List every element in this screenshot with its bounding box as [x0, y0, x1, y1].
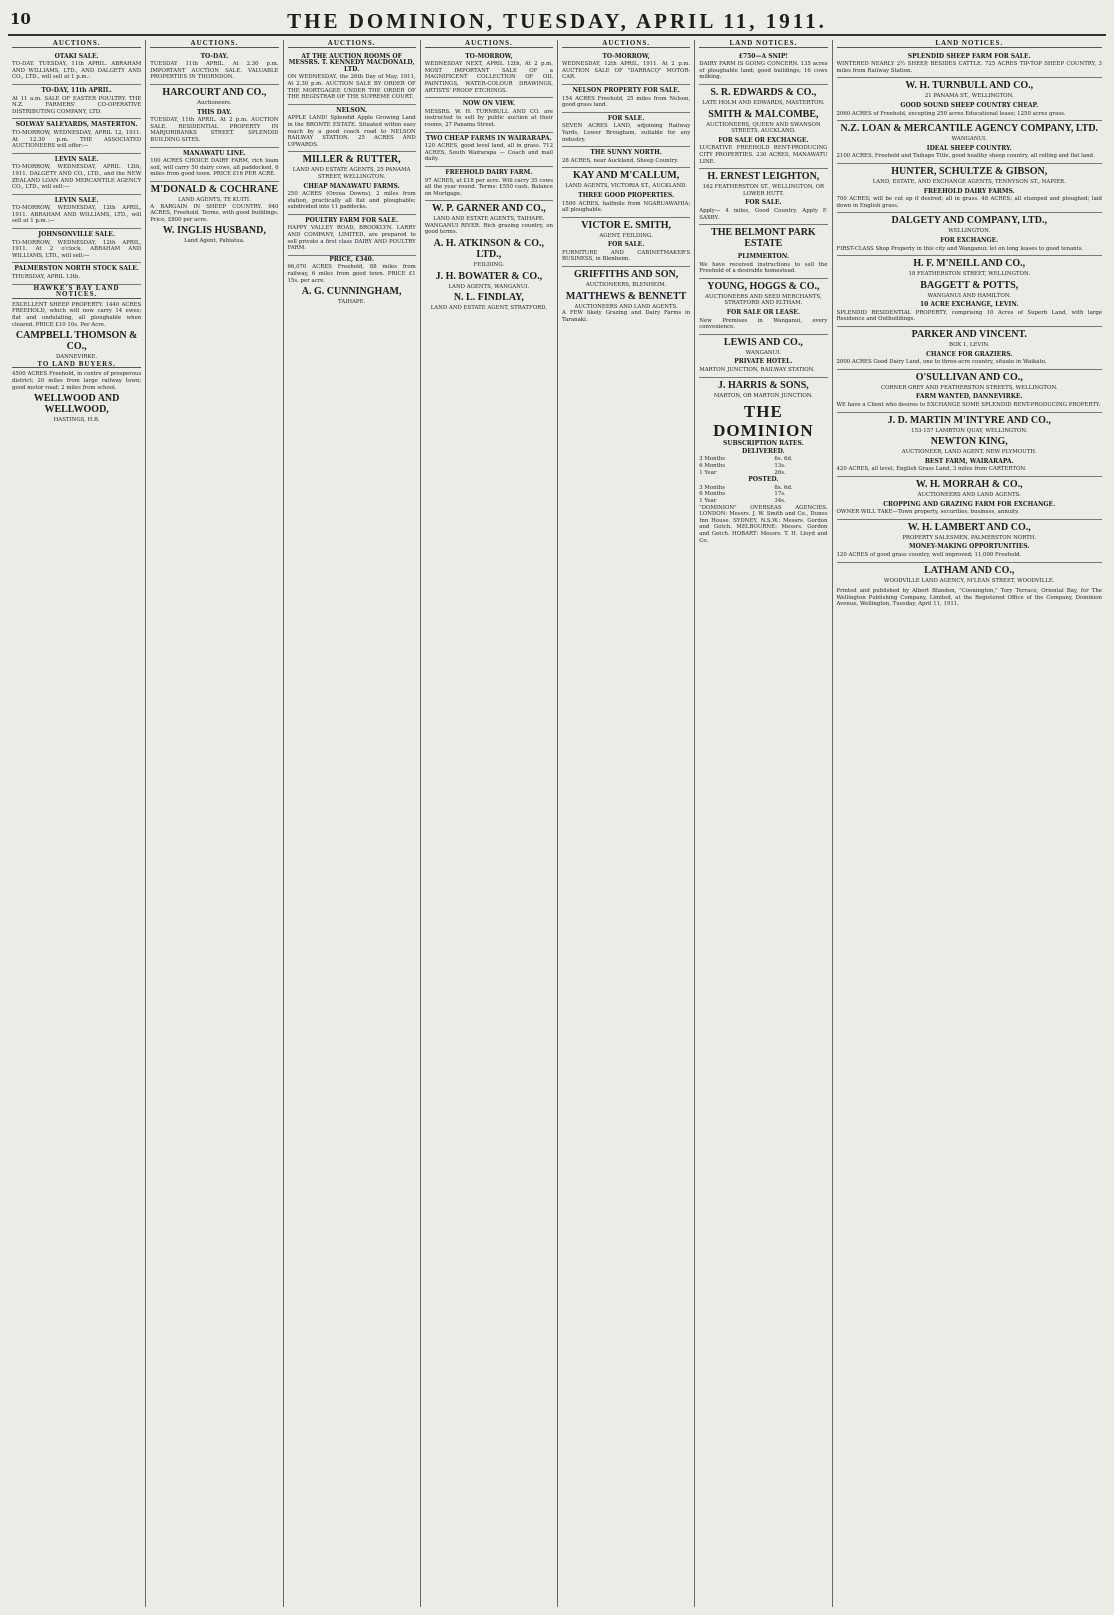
column-header: AUCTIONS. — [562, 40, 690, 48]
land-notice: EXCELLENT SHEEP PROPERTY. 1440 ACRES FREEHOLD, which will now carry 14 ewes; flat and undulating, all ploughable when cleared. PRICE £10 10s. Per Acre. — [12, 301, 142, 328]
agent-address: DANNEVIRKE. — [55, 354, 98, 361]
land-ad-body: 2100 ACRES, Freehold and Taihape Title, good healthy sheep country, all rolling and flat land. — [836, 153, 1095, 160]
auction-notice — [562, 51, 690, 85]
auction-notice — [150, 51, 278, 85]
land-ad — [837, 299, 1103, 327]
land-ad-body: WINTERED NEARLY 2½ SHEEP, BESIDES CATTLE. 725 ACRES TIP-TOP SHEEP COUNTRY, 3 miles from Railway Station. — [836, 61, 1102, 74]
rate-period: 3 Months — [699, 456, 726, 463]
agent-name: HUNTER, SCHULTZE & GIBSON, — [891, 165, 1048, 177]
agent-address: 153-157 LAMBTON QUAY, WELLINGTON. — [911, 427, 1028, 434]
rate-row — [699, 485, 827, 492]
agent-address: WELLINGTON. — [948, 228, 991, 235]
auction-heading: PALMERSTON NORTH STOCK SALE. — [14, 265, 139, 273]
auction-heading: MANAWATU LINE. — [182, 149, 246, 157]
agent-name: W. H. LAMBERT AND CO., — [907, 521, 1031, 533]
auction-body: TUESDAY 11th APRIL. At 2.30 p.m. IMPORTANT AUCTION SALE. VALUABLE PROPERTIES IN THORNDON. — [150, 61, 279, 81]
subscription-heading: SUBSCRIPTION RATES. — [723, 440, 804, 448]
land-notice: 66,070 ACRES Freehold, 88 miles from railway, 6 miles from good town. PRICE £1 15s. per acre. — [287, 264, 416, 284]
auction-heading: TO-MORROW, — [465, 52, 513, 60]
column-header: AUCTIONS. — [288, 40, 416, 48]
land-ad-heading: GOOD SOUND SHEEP COUNTRY CHEAP. — [900, 101, 1039, 109]
overseas-agencies: "DOMINION" OVERSEAS AGENCIES. LONDON: Messrs. J. W. Smith and Co., Dunes Inn House. SYDNEY, N.S.W.: Messrs. Gordon and Gotch. MELBOURNE: Messrs. Gordon and Gotch. HOBART: Messrs. T. H. Lloyd and Co. — [699, 504, 828, 544]
rate-period: 6 Months — [699, 463, 726, 469]
agent-address: AUCTIONEERS AND LAND AGENTS. — [574, 303, 678, 310]
rate-row — [699, 470, 827, 477]
auction-body: WEDNESDAY, 12th APRIL, 1911. At 2 p.m. AUCTION SALE OF "DARRACQ" MOTOR-CAR. — [562, 61, 691, 81]
price-line: PRICE, £340. — [329, 255, 374, 263]
land-ad-body: OWNER WILL TAKE—Town property, securities, business, annuity. — [836, 509, 1020, 516]
land-notice: A BARGAIN IN SHEEP COUNTRY. 940 ACRES, Freehold. Terms, with good buildings. Price, £800 per acre. — [150, 203, 279, 223]
land-ad-heading: CHANCE FOR GRAZIERS. — [926, 350, 1013, 358]
agent-address: HASTINGS, H.B. — [53, 417, 100, 424]
auction-body: 28 ACRES, near Auckland, Sheep Country. — [562, 157, 679, 164]
agent-name: NEWTON KING, — [930, 436, 1008, 448]
agent-name: SMITH & MALCOMBE, — [708, 108, 819, 120]
agent-name: W. INGLIS HUSBAND, — [162, 225, 266, 237]
land-ad-heading: 10 ACRE EXCHANGE, LEVIN. — [919, 301, 1019, 309]
auction-body: WEDNESDAY NEXT, APRIL 12th, At 2 p.m. MOST IMPORTANT SALE OF a MAGNIFICENT COLLECTION OF OIL PAINTINGS, WATER-COLOUR DRAWINGS, ARTISTS' PROOF ETCHINGS. — [424, 61, 553, 94]
land-ad-heading: £750—A SNIP! — [738, 52, 788, 60]
land-ad — [837, 51, 1103, 79]
auction-heading: LEVIN SALE. — [54, 155, 99, 163]
rate-price: 6s. 6d. — [774, 456, 793, 463]
agent-address: TAIHAPE. — [338, 299, 366, 306]
agent-name: LATHAM AND CO., — [924, 564, 1015, 576]
agent-name: DALGETY AND COMPANY, LTD., — [891, 215, 1047, 227]
land-ad — [837, 235, 1103, 256]
column-header: LAND NOTICES. — [837, 40, 1103, 48]
agent-name: J. HARRIS & SONS, — [717, 379, 809, 391]
agent-name: H. ERNEST LEIGHTON, — [707, 171, 820, 183]
agent-address: AGENT, FEILDING. — [599, 232, 653, 239]
auction-notice — [425, 167, 553, 201]
land-ad-body: WE have a Client who desires to EXCHANGE SOME SPLENDID RENT-PRODUCING PROPERTY. — [836, 402, 1101, 409]
agent-name: J. H. BOWATER & CO., — [435, 270, 543, 282]
land-ad-body: DAIRY FARM IS GOING CONCERN. 135 acres of ploughable land; good buildings; 16 cows milking. — [699, 61, 828, 81]
auction-heading: LEVIN SALE. — [54, 196, 99, 204]
agent-address: LAND AND ESTATE AGENTS, 25 PANAMA STREET, WELLINGTON. — [292, 167, 411, 180]
auction-notice — [12, 154, 141, 195]
columns — [8, 40, 1106, 1607]
land-ad-body: 420 ACRES, all level, English Grass Land, 3 miles from CARTERTON. — [836, 466, 1027, 473]
agent-address: CORNER GREY AND FEATHERSTON STREETS, WELLINGTON. — [880, 384, 1058, 391]
agent-address: MARTON, OR MARTON JUNCTION. — [713, 392, 813, 399]
auction-notice — [12, 263, 141, 284]
land-ad-heading: FOR EXCHANGE. — [940, 236, 999, 244]
agent-name: PARKER AND VINCENT. — [911, 329, 1027, 341]
land-ad — [837, 186, 1103, 214]
dominion-banner: THE DOMINION — [713, 402, 814, 441]
agent-name: O'SULLIVAN AND CO., — [915, 371, 1023, 383]
auction-body: 120 ACRES, good level land, all in grass. 712 ACRES, South Wairarapa — Coach and mail daily. — [424, 143, 553, 163]
land-ad-body: 2000 ACRES Good Dairy Land, one to three-acre country, situate in Waikato. — [836, 359, 1047, 366]
column-5 — [557, 40, 694, 1607]
page-number: 10 — [10, 10, 31, 28]
auction-heading: OTAKI SALE. — [54, 52, 99, 60]
column-header: AUCTIONS. — [150, 40, 278, 48]
land-ad-heading: FOR SALE OR LEASE. — [726, 309, 800, 317]
rate-price: 34s. — [774, 497, 786, 504]
auction-body: TO-MORROW, WEDNESDAY, 12th APRIL, 1911. At 2 o'clock. ABRAHAM AND WILLIAMS, LTD., will sell:— — [12, 239, 142, 259]
agent-name: A. H. ATKINSON & CO., LTD., — [433, 238, 545, 261]
agent-name: BAGGETT & POTTS, — [920, 279, 1019, 291]
auction-body: MESSRS. W. H. TURNBULL AND CO. are instructed to sell by public auction at their rooms, 27 Panama Street. — [424, 108, 553, 128]
land-ad — [837, 349, 1103, 370]
agent-address: BOX 1, LEVIN. — [949, 342, 990, 349]
auction-body: HAPPY VALLEY ROAD, BROOKLYN. LARRY AND COMPANY, LIMITED, are prepared to sell private a first class DAIRY AND POULTRY FARM. — [287, 225, 416, 252]
agent-name: N.Z. LOAN & MERCANTILE AGENCY COMPANY, LTD. — [840, 123, 1099, 135]
land-ad-heading: PRIVATE HOTEL. — [734, 358, 793, 366]
land-ad-body: We have received instructions to sell the Freehold of a desirable homestead. — [699, 261, 828, 275]
auction-body: 1500 ACRES, halfmile from NGARUAWAHIA; all ploughable. — [562, 200, 691, 214]
land-notice: A FEW likely Grazing and Dairy Farms in Taranaki. — [562, 310, 691, 323]
agent-address: AUCTIONEERS, BLENHEIM. — [585, 282, 667, 289]
auction-heading: NELSON PROPERTY FOR SALE. — [572, 86, 680, 94]
agent-name: VICTOR E. SMITH, — [581, 219, 672, 231]
agent-address: LAND AGENTS, VICTORIA ST., AUCKLAND. — [565, 183, 688, 190]
auction-body: 97 ACRES, at £18 per acre. Will carry 35 cows all the year round. Terms: £550 cash. Balance on Mortgage. — [424, 177, 553, 197]
agent-address: AUCTIONEERS AND LAND AGENTS. — [917, 492, 1021, 498]
auction-notice — [288, 51, 416, 105]
auction-body: 100 ACRES CHOICE DAIRY FARM, rich loam soil, will carry 50 dairy cows, all paddocked, 6 miles from good town. PRICE £16 PER ACRE. — [150, 158, 279, 178]
auction-heading: TWO CHEAP FARMS IN WAIRARAPA. — [426, 134, 552, 142]
land-ad — [837, 391, 1103, 412]
auction-notice — [12, 51, 141, 85]
agent-name: MATTHEWS & BENNETT — [565, 290, 687, 302]
agent-name: WELLWOOD AND WELLWOOD, — [33, 393, 120, 416]
land-ad-heading: FARM WANTED, DANNEVIRKE. — [915, 393, 1023, 401]
auction-heading: FOR SALE. — [607, 241, 645, 249]
agent-address: FEILDING. — [473, 262, 505, 269]
auction-heading: NELSON. — [336, 106, 368, 114]
posted-rates — [699, 485, 827, 505]
agent-address: LAND AGENTS, WANGANUI. — [448, 283, 530, 290]
auction-notice — [12, 229, 141, 263]
land-ad-body: Apply— 4 miles, Good Country. Apply F. SAXBY. — [699, 207, 828, 221]
land-ad-body: 2060 ACRES of Freehold, excepting 250 acres Educational lease; 1250 acres grass. — [836, 110, 1066, 117]
auction-heading: JOHNSONVILLE SALE. — [38, 231, 115, 239]
column-4 — [420, 40, 557, 1607]
auction-body: At 11 a.m. SALE OF EASTER POULTRY. THE N.Z. FARMERS' CO-OPERATIVE DISTRIBUTING COMPANY, LTD. — [12, 95, 142, 115]
agent-name: N. L. FINDLAY, — [453, 292, 524, 304]
auction-body: FURNITURE AND CABINETMAKER'S BUSINESS, in Blenheim. — [562, 249, 691, 263]
auction-body: TUESDAY, 11th APRIL. At 2 p.m. AUCTION SALE. RESIDENTIAL PROPERTY IN MARJORIBANKS STREET. SPLENDID BUILDING SITES. — [150, 117, 279, 143]
agent-address: LAND AND ESTATE AGENTS, TAIHAPE. — [433, 216, 545, 223]
land-ad-heading: FOR SALE. — [745, 199, 782, 207]
auction-notice — [562, 113, 690, 147]
land-ad — [699, 356, 827, 377]
land-ad-body: FIRST-CLASS Shop Property in this city and Wanganui; let on long leases to good tenants. — [836, 245, 1084, 252]
rate-period: 1 Year — [699, 497, 717, 504]
agent-address: Auctioneers. — [197, 99, 232, 106]
agent-address: 21 PANAMA ST., WELLINGTON. — [924, 93, 1014, 100]
rate-price: 13s. — [774, 463, 786, 469]
auction-notice — [288, 105, 416, 153]
land-notice: WANGANUI RIVER. Rich grazing country, on good terms. — [424, 222, 553, 236]
land-ad-heading: SPLENDID SHEEP FARM FOR SALE. — [907, 52, 1031, 60]
agent-name: YOUNG, HOGGS & CO., — [707, 280, 820, 292]
agent-name: A. G. CUNNINGHAM, — [301, 286, 402, 298]
land-notice: 4500 ACRES Freehold, in centre of prosperous district; 20 miles from large railway town; good motor road; 2 miles from school. — [12, 371, 142, 391]
rate-period: 1 Year — [699, 469, 717, 476]
auction-notice — [562, 190, 690, 218]
auction-heading: TO-DAY, 11th APRIL. — [41, 86, 112, 94]
agent-name: LEWIS AND CO., — [723, 336, 803, 348]
land-ad-body: LUCRATIVE FREEHOLD RENT-PRODUCING CITY PROPERTIES. 230 ACRES, MANAWATU LINE. — [699, 145, 828, 165]
printer-imprint: Printed and published by Albert Blandon, "Coonington," Tory Terrace, Oriental Bay, for The Wellington Publishing Company, Limited, at the Registered Office of the Company, Dominion Avenue, Wellington, Tuesday, April 11, 1911. — [836, 588, 1102, 608]
auction-heading: POULTRY FARM FOR SALE. — [305, 216, 399, 224]
land-ad — [837, 143, 1103, 164]
land-ad — [699, 51, 827, 85]
auction-body: APPLE LAND! Splendid Apple Growing Land in the BRONTE ESTATE. Situated within easy reach by a good coach road to NELSON RAILWAY STATION. 25 ACRES AND UPWARDS. — [287, 115, 416, 148]
rate-row — [699, 491, 827, 498]
auction-heading: FOR SALE. — [607, 114, 645, 122]
agent-address: LAND, ESTATE, AND EXCHANGE AGENTS, TENNYSON ST., NAPIER. — [872, 178, 1066, 185]
auction-body: 154 ACRES Freehold, 25 miles from Nelson, good grass land. — [562, 95, 691, 109]
auction-notice — [288, 181, 416, 215]
land-ad — [837, 499, 1103, 520]
auction-heading: THIS DAY. — [197, 108, 232, 116]
auction-notice — [562, 85, 690, 113]
column-header: LAND NOTICES. — [699, 40, 827, 48]
rate-row — [699, 463, 827, 470]
land-ad-body: 700 ACRES; will be cut up if desired; all in grass. 48 ACRES; all stumped and ploughed; laid down in English grass. — [836, 196, 1102, 209]
agent-address: LATE HOLM AND EDWARDS, MASTERTON. — [702, 99, 825, 106]
land-ad — [699, 307, 827, 335]
auction-notice — [425, 51, 553, 99]
auction-body: TO-MORROW, WEDNESDAY, APRIL 12th, 1911. DALGETY AND CO., LTD., and the NEW ZEALAND LOAN AND MERCANTILE AGENCY CO., LTD., will sell:— — [12, 164, 142, 191]
auction-heading: CHEAP MANAWATU FARMS. — [303, 182, 400, 190]
agent-address: AUCTIONEERS AND SEED MERCHANTS, STRATFORD AND ELTHAM. — [704, 293, 822, 307]
auction-body: SEVEN ACRES LAND, adjoining Railway Yards, Lower Brougham, suitable for any industry. — [562, 123, 691, 143]
auction-body: TO-DAY. TUESDAY, 11th APRIL. ABRAHAM AND WILLIAMS, LTD., AND DALGETY AND CO., LTD., will sell at 1 p.m.: — [12, 61, 142, 81]
land-ad-heading: BEST FARM, WAIRARAPA. — [924, 457, 1014, 465]
column-1 — [8, 40, 145, 1607]
agent-address: WANGANUI AND HAMILTON. — [927, 292, 1011, 299]
land-ad-heading: IDEAL SHEEP COUNTRY. — [926, 144, 1012, 152]
auction-heading: THE SUNNY NORTH. — [590, 149, 662, 157]
agent-name: W. H. TURNBULL AND CO., — [905, 80, 1034, 92]
land-ad — [837, 456, 1103, 477]
masthead — [8, 8, 1106, 36]
agent-address: WANGANUI. — [951, 136, 987, 143]
auction-heading: NOW ON VIEW. — [462, 100, 515, 108]
auction-heading: TO-DAY. — [200, 52, 229, 60]
auction-body: TO-MORROW, WEDNESDAY, APRIL 12, 1911. At 12.30 p.m. THE ASSOCIATED AUCTIONEERS will offer:— — [12, 129, 142, 150]
column-7-8 — [832, 40, 1107, 1607]
agent-name: CAMPBELL THOMSON & CO., — [15, 330, 138, 353]
agent-address: WOODVILLE LAND AGENCY, M'LEAN STREET, WOODVILLE. — [883, 577, 1055, 584]
section-header: HAWKE'S BAY LAND NOTICES. — [12, 285, 141, 299]
agent-address: 18 FEATHERSTON STREET, WELLINGTON. — [908, 271, 1031, 278]
agent-name: H. F. M'NEILL AND CO., — [913, 258, 1026, 270]
auction-body: 250 ACRES (Oroua Downs), 2 miles from station, practically all flat and ploughable; subdivided into 11 paddocks. — [287, 191, 416, 211]
column-2 — [145, 40, 282, 1607]
column-header: AUCTIONS. — [12, 40, 141, 48]
auction-notice — [12, 195, 141, 229]
land-ad-heading: PLIMMERTON. — [737, 253, 789, 261]
agent-address: WANGANUI. — [745, 349, 781, 356]
rate-row — [699, 456, 827, 463]
auction-notice — [288, 215, 416, 256]
column-header: AUCTIONS. — [425, 40, 553, 48]
agent-address: AUCTIONEER, LAND AGENT, NEW PLYMOUTH. — [901, 449, 1037, 456]
posted-heading: POSTED. — [748, 476, 779, 484]
agent-address: LAND AGENTS, TE KUITI. — [177, 196, 251, 203]
agent-name: W. P. GARNER AND CO., — [432, 203, 546, 215]
land-ad — [699, 135, 827, 169]
agent-name: M'DONALD & COCHRANE — [150, 183, 278, 195]
agent-name: GRIFFITHS AND SON, — [574, 269, 679, 281]
agent-name: MILLER & RUTTER, — [302, 154, 401, 166]
agent-address: 162 FEATHERSTON ST., WELLINGTON, OR LOWER HUTT. — [702, 184, 825, 197]
column-3 — [283, 40, 420, 1607]
land-ad — [699, 197, 827, 225]
agent-address: LAND AND ESTATE AGENT, STRATFORD. — [430, 305, 548, 312]
section-header: TO LAND BUYERS. — [12, 361, 141, 369]
rate-price: 26s. — [774, 469, 786, 476]
auction-notice — [150, 148, 278, 182]
agent-name: S. R. EDWARDS & CO., — [710, 86, 817, 98]
land-ad-heading: MONEY-MAKING OPPORTUNITIES. — [908, 543, 1030, 551]
land-ad-body: 120 ACRES of good grass country, well improved; 11,000 Freehold. — [836, 551, 1022, 558]
rate-period: 6 Months — [699, 491, 726, 498]
auction-notice — [12, 119, 141, 153]
agent-address: AUCTIONEERS, QUEEN AND SWANSON STREETS, AUCKLAND. — [706, 121, 821, 135]
newspaper-title: THE DOMINION, TUESDAY, APRIL 11, 1911. — [287, 9, 827, 33]
auction-heading: TO-MORROW, — [602, 52, 650, 60]
estate-banner: THE BELMONT PARK ESTATE — [711, 227, 816, 250]
delivered-rates — [699, 456, 827, 476]
agent-name: W. H. MORRAH & CO., — [915, 479, 1023, 490]
auction-notice — [425, 98, 553, 132]
rate-period: 3 Months — [699, 484, 726, 491]
auction-notice — [562, 147, 690, 168]
auction-body: ON WEDNESDAY, the 26th Day of May, 1911, At 2.30 p.m. AUCTION SALE BY ORDER OF THE MORTGAGEE UNDER THE ORDER OF THE REGISTRAR OF THE SUPREME COURT. — [287, 74, 416, 101]
land-ad — [837, 541, 1103, 562]
auction-notice — [12, 85, 141, 119]
delivered-heading: DELIVERED. — [742, 447, 785, 455]
agent-address: Land Agent, Pahiatua. — [184, 238, 245, 245]
auction-notice — [425, 133, 553, 167]
land-ad-heading: FREEHOLD DAIRY FARMS. — [923, 187, 1015, 195]
land-ad — [699, 251, 827, 279]
land-ad-body: SPLENDID RESIDENTIAL PROPERTY, comprising 10 Acres of Superb Land, with large Residence and Outbuildings. — [836, 309, 1102, 323]
land-ad — [837, 100, 1103, 121]
agent-name: HARCOURT AND CO., — [162, 86, 267, 98]
rate-price: 17s. — [774, 491, 786, 498]
rate-row — [699, 498, 827, 505]
auction-body: THURSDAY, APRIL 13th. — [12, 274, 81, 281]
agent-name: J. D. MARTIN M'INTYRE AND CO., — [887, 414, 1051, 426]
auction-body: TO-MORROW, WEDNESDAY, 12th APRIL, 1911. ABRAHAM AND WILLIAMS, LTD., will sell at 1 p.m.:— — [12, 205, 142, 225]
auction-heading: SOLWAY SALEYARDS, MASTERTON. — [15, 121, 138, 129]
auction-heading: FREEHOLD DAIRY FARM. — [445, 168, 533, 176]
rate-price: 8s. 6d. — [774, 484, 793, 491]
agent-address: PROPERTY SALESMEN, PALMERSTON NORTH. — [902, 534, 1037, 541]
land-ad-body: MARTON JUNCTION, RAILWAY STATION. — [699, 367, 815, 374]
land-ad-heading: CROPPING AND GRAZING FARM FOR EXCHANGE. — [883, 500, 1056, 508]
land-ad-body: New Premises in Wanganui, every convenience. — [699, 317, 828, 331]
auction-heading: AT THE AUCTION ROOMS OF MESSRS. T. KENNEDY MACDONALD, LTD. — [288, 52, 415, 73]
auction-heading: THREE GOOD PROPERTIES. — [578, 191, 675, 199]
auction-notice — [562, 239, 690, 267]
column-6 — [694, 40, 831, 1607]
auction-notice — [150, 107, 278, 148]
agent-name: KAY AND M'CALLUM, — [573, 170, 680, 182]
land-ad-heading: FOR SALE OR EXCHANGE. — [718, 136, 809, 144]
